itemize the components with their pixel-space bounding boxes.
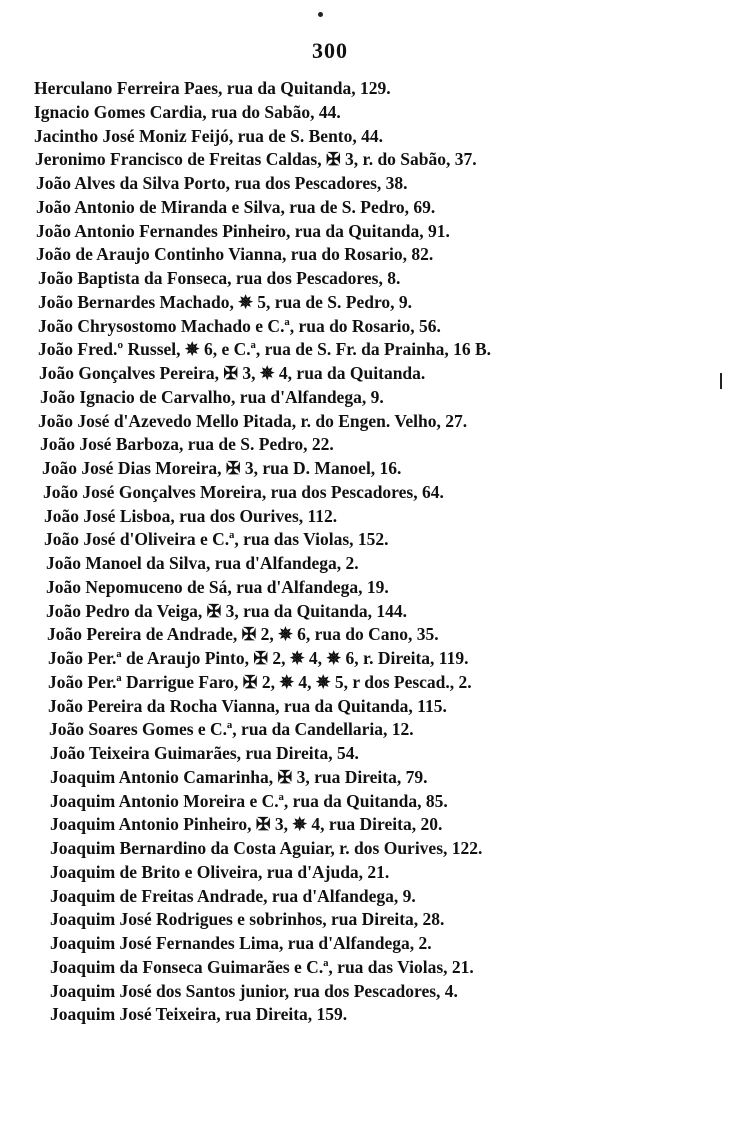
directory-entry: Joaquim Antonio Pinheiro, ✠ 3, ✵ 4, rua Direita, 20. [50, 814, 443, 835]
directory-entry: Joaquim José dos Santos junior, rua dos Pescadores, 4. [50, 980, 458, 1001]
directory-entry: Joaquim José Fernandes Lima, rua d'Alfandega, 2. [50, 933, 432, 953]
directory-entry: João José Gonçalves Moreira, rua dos Pescadores, 64. [43, 481, 444, 502]
directory-entry: João José d'Azevedo Mello Pitada, r. do Engen. Velho, 27. [38, 410, 468, 431]
directory-entry: Joaquim Bernardino da Costa Aguiar, r. dos Ourives, 122. [50, 838, 483, 858]
directory-entry: João Alves da Silva Porto, rua dos Pescadores, 38. [36, 173, 408, 193]
directory-entry: João Soares Gomes e C.ª, rua da Candellaria, 12. [49, 719, 414, 740]
directory-entry: João Pedro da Veiga, ✠ 3, rua da Quitanda, 144. [46, 600, 407, 621]
directory-entry: João Per.ª Darrigue Faro, ✠ 2, ✵ 4, ✵ 5, r dos Pescad., 2. [48, 671, 472, 692]
directory-entry: João Gonçalves Pereira, ✠ 3, ✵ 4, rua da Quitanda. [39, 363, 426, 383]
directory-entry: Joaquim da Fonseca Guimarães e C.ª, rua das Violas, 21. [50, 956, 474, 977]
directory-entry: Herculano Ferreira Paes, rua da Quitanda, 129. [34, 78, 391, 98]
directory-entry: Joaquim José Rodrigues e sobrinhos, rua Direita, 28. [50, 909, 445, 930]
directory-entry: João Fred.º Russel, ✵ 6, e C.ª, rua de S. Fr. da Prainha, 16 B. [38, 339, 492, 360]
directory-entry: João Bernardes Machado, ✵ 5, rua de S. Pedro, 9. [38, 291, 413, 312]
directory-entry: João Baptista da Fonseca, rua dos Pescadores, 8. [38, 268, 401, 288]
directory-entries [34, 77, 714, 1027]
page-number: 300 [312, 38, 348, 63]
directory-entry: João Per.ª de Araujo Pinto, ✠ 2, ✵ 4, ✵ 6, r. Direita, 119. [48, 648, 469, 668]
directory-entry: João José Barboza, rua de S. Pedro, 22. [40, 434, 334, 455]
directory-entry: Joaquim de Freitas Andrade, rua d'Alfandega, 9. [50, 885, 416, 906]
directory-entry: Jacintho José Moniz Feijó, rua de S. Bento, 44. [34, 125, 384, 146]
directory-entry: João Ignacio de Carvalho, rua d'Alfandega, 9. [40, 386, 384, 407]
directory-entry: Joaquim de Brito e Oliveira, rua d'Ajuda, 21. [50, 861, 390, 882]
directory-entry: Jeronimo Francisco de Freitas Caldas, ✠ 3, r. do Sabão, 37. [35, 149, 477, 170]
margin-mark [720, 373, 722, 389]
directory-entry: João José d'Oliveira e C.ª, rua das Violas, 152. [44, 529, 389, 550]
directory-entry: João Antonio Fernandes Pinheiro, rua da Quitanda, 91. [36, 220, 450, 241]
directory-entry: João Pereira de Andrade, ✠ 2, ✵ 6, rua do Cano, 35. [47, 624, 439, 645]
directory-entry: Joaquim José Teixeira, rua Direita, 159. [50, 1004, 348, 1025]
directory-entry: João Chrysostomo Machado e C.ª, rua do Rosario, 56. [38, 315, 441, 336]
directory-entry: Joaquim Antonio Moreira e C.ª, rua da Quitanda, 85. [50, 790, 448, 811]
directory-entry: João de Araujo Continho Vianna, rua do Rosario, 82. [36, 244, 434, 265]
directory-entry: João Teixeira Guimarães, rua Direita, 54. [50, 743, 359, 763]
directory-entry: João Pereira da Rocha Vianna, rua da Quitanda, 115. [48, 695, 447, 716]
directory-entry: João Manoel da Silva, rua d'Alfandega, 2. [46, 553, 359, 573]
directory-entry: João Antonio de Miranda e Silva, rua de S. Pedro, 69. [36, 196, 436, 217]
directory-entry: João José Lisboa, rua dos Ourives, 112. [44, 505, 338, 526]
printer-dot [318, 12, 323, 17]
directory-entry: João José Dias Moreira, ✠ 3, rua D. Manoel, 16. [42, 458, 402, 478]
directory-entry: João Nepomuceno de Sá, rua d'Alfandega, 19. [46, 576, 389, 597]
directory-entry: Joaquim Antonio Camarinha, ✠ 3, rua Direita, 79. [50, 766, 428, 787]
directory-entry: Ignacio Gomes Cardia, rua do Sabão, 44. [34, 101, 341, 122]
